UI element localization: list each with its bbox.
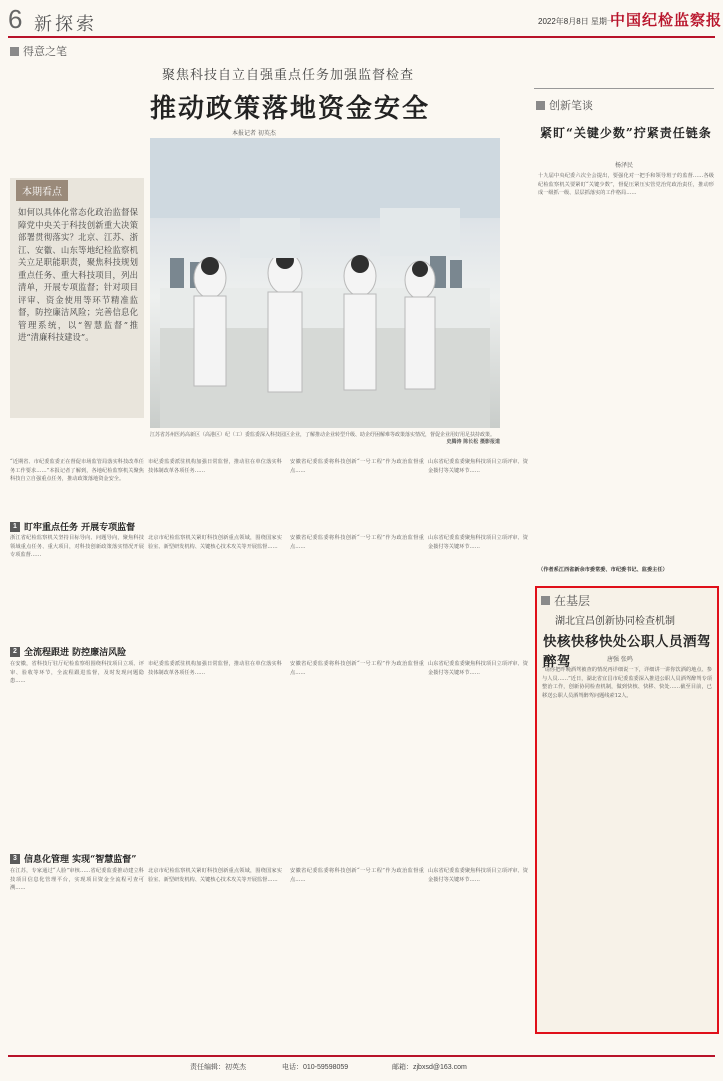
right-top-note: （作者系江西省新余市委常委、市纪委书记、监委主任）	[538, 567, 668, 573]
body-col-1b: 北京市纪检监察机关紧盯科技创新重点领域，围绕国家实验室、新型研发机构、关键核心技术攻关等开展监督……	[148, 868, 282, 883]
hl-author: 唐强 张鸣	[607, 656, 633, 663]
right-top-title: 紧盯“关键少数”拧紧责任链条	[540, 126, 712, 140]
page-number: 6	[8, 4, 23, 34]
highlight-box	[535, 586, 719, 1034]
body-col-1: 北京市纪检监察机关紧盯科技创新重点领域，围绕国家实验室、新型研发机构、关键核心技术攻关等开展监督……	[148, 535, 282, 550]
issue-date: 2022年8月8日 星期一	[538, 17, 615, 26]
section-text: 在安徽，省科技厅驻厅纪检监察组围绕科技项目立项、评审、验收等环节，全流程跟进监督，及时发现问题隐患……	[10, 661, 144, 685]
main-headline: 推动政策落地资金安全	[149, 94, 430, 124]
section-title: 新探索	[34, 14, 97, 35]
footer-phone: 电话：010-59598059	[282, 1064, 349, 1071]
newspaper-brand: 中国纪检监察报	[610, 11, 723, 29]
footer-editor: 责任编辑：初英杰	[190, 1064, 246, 1071]
body-col-3c: 安徽省纪委监委将科技创新“一号工程”作为政治监督重点……	[290, 661, 424, 676]
column-tag-icon	[10, 47, 19, 56]
sidebar-title: 本期看点	[16, 180, 68, 201]
body-col-3: 安徽省纪委监委将科技创新“一号工程”作为政治监督重点……	[290, 459, 424, 474]
section-text: 浙江省纪检监察机关坚持目标导向、问题导向，聚焦科技领域重点任务、重大项目，对科技创新政策落实情况开展专项监督……	[10, 535, 144, 559]
body-col-4c: 山东省纪委监委聚焦科技项目立项评审、资金拨付等关键环节……	[428, 661, 528, 676]
column-tag-icon	[541, 596, 550, 605]
sidebar-box	[10, 178, 144, 418]
body-col-3b: 安徽省纪委监委将科技创新“一号工程”作为政治监督重点……	[290, 535, 424, 550]
section-heading: 1 盯牢重点任务 开展专项监督	[10, 520, 135, 533]
column-tag-icon	[536, 101, 545, 110]
hl-text: “请你把昨晚酒驾被查的情况再详细说一下，详细讲一讲你饮酒的地点、参与人员……”近日，湖北省宜昌市纪委监委深入推进公职人员酒驾醉驾专项整治工作，创新协同检查机制，做到快核、快移、快处……截至目前，已移送公职人员酒驾醉驾问题线索12人。	[542, 667, 712, 699]
right-top-text: 十九届中央纪委六次全会提出，要强化对一把手和领导班子的监督……各级纪检监察机关要紧盯“关键少数”，督促压紧压实管党治党政治责任，推动形成一级抓一级、层层抓落实的工作格局……	[538, 173, 714, 197]
column-tag-innovation: 创新笔谈	[536, 97, 593, 113]
main-byline: 本报记者 初英杰	[232, 130, 276, 137]
main-kicker: 聚焦科技自立自强重点任务加强监督检查	[161, 68, 414, 83]
main-photo	[150, 138, 500, 428]
body-col-2: 市纪委监委派驻机构加强日常监督，推动驻在单位落实科技体制改革各项任务……	[148, 459, 282, 474]
body-col-2b: 市纪委监委派驻机构加强日常监督，推动驻在单位落实科技体制改革各项任务……	[148, 661, 282, 676]
sidebar-lead: 如何以具体化常态化政治监督保障党中央关于科技创新重大决策部署贯彻落实？北京、江苏、浙江、安徽、山东等地纪检监察机关立足职能职责，聚焦科技规划重点任务、重大科技项目，列出清单，开展专项监督；针对项目评审、资金使用等环节精准监督，防控廉洁风险；完善信息化管理系统，以“智慧监督”推进“清廉科技建设”。	[18, 207, 138, 342]
hl-title: 快核快移快处公职人员酒驾醉驾	[543, 634, 711, 670]
body-col-4: 山东省纪委监委聚焦科技项目立项评审、资金拨付等关键环节……	[428, 459, 528, 474]
column-tag-main: 得意之笔	[10, 43, 67, 59]
hl-kicker: 湖北宜昌创新协同检查机制	[555, 616, 675, 627]
footer-rule	[8, 1055, 715, 1057]
footer-email: 邮箱：zjbxsd@163.com	[392, 1064, 467, 1071]
lead-text: “近期省、市纪委监委正在督促市场监管局落实科技改革任务工作要求……”本报记者了解到，各地纪检监察机关聚焦科技自立自强重点任务，推动政策落地资金安全。	[10, 459, 144, 483]
column-tag-grassroots: 在基层	[541, 592, 590, 609]
photo-caption: 江苏省苏州医药高新区（高港区）纪（工）委监委深入科技园区企业，了解推动企业转型升级、助企纾困解难等政策落实情况，督促企业用好用足扶持政策。 史腾涛 陈长松 摄影报道	[150, 432, 500, 445]
right-divider	[534, 88, 714, 89]
right-top-author: 杨泽民	[615, 162, 634, 169]
header-rule	[8, 36, 715, 38]
section-text: 在江苏，专家通过“人脸”审核……省纪委监委推动建立科技项目信息化管理平台，实现项目资金全流程可查可溯……	[10, 868, 144, 892]
section-heading: 3 信息化管理 实现“智慧监督”	[10, 852, 137, 865]
photo-credit: 史腾涛 陈长松 摄影报道	[446, 439, 500, 445]
body-col-4d: 山东省纪委监委聚焦科技项目立项评审、资金拨付等关键环节……	[428, 868, 528, 883]
body-col-3d: 安徽省纪委监委将科技创新“一号工程”作为政治监督重点……	[290, 868, 424, 883]
body-col-4b: 山东省纪委监委聚焦科技项目立项评审、资金拨付等关键环节……	[428, 535, 528, 550]
lab-scene-image	[150, 138, 500, 428]
section-heading: 2 全流程跟进 防控廉洁风险	[10, 645, 126, 658]
